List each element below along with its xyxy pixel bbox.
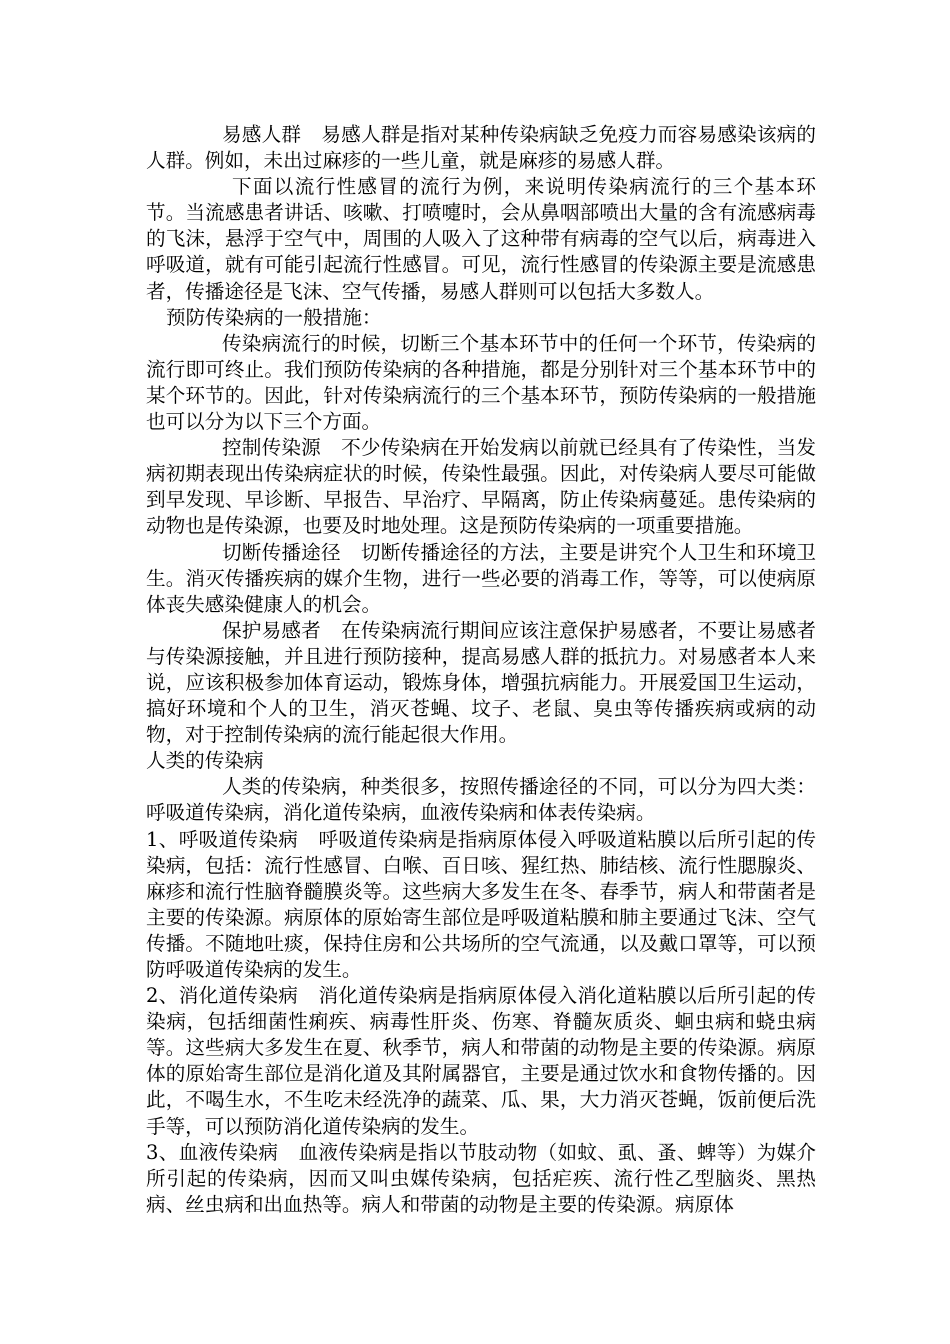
paragraph-text: 人类的传染病，种类很多，按照传播途径的不同，可以分为四大类：呼吸道传染病，消化道传染病，血液传染病和体表传染病。 [146,775,816,825]
paragraph-text: 易感人群是指对某种传染病缺乏免疫力而容易感染该病的人群。例如，未出过麻疹的一些儿童，就是麻疹的易感人群。 [146,123,817,173]
paragraph-text: 传染病流行的时候，切断三个基本环节中的任何一个环节，传染病的流行即可终止。我们预防传染病的各种措施，都是分别针对三个基本环节中的某个环节的。因此，针对传染病流行的三个基本环节，预防传染病的一般措施也可以分为以下三个方面。 [146,331,816,434]
paragraph-susceptible-population [146,122,816,174]
paragraph-text: 预防传染病的一般措施： [166,305,382,329]
paragraph-control-source [146,435,816,539]
paragraph-lead: 切断传播途径 [222,540,341,564]
paragraph-digestive-diseases [146,983,816,1140]
paragraph-lead: 1、呼吸道传染病 [146,827,299,851]
paragraph-blood-diseases [146,1140,816,1218]
paragraph-text: 在传染病流行期间应该注意保护易感者，不要让易感者与传染源接触，并且进行预防接种，提高易感人群的抵抗力。对易感者本人来说，应该积极参加体育运动，锻炼身体，增强抗病能力。开展爱国卫生运动，搞好环境和个人的卫生，消灭苍蝇、坟子、老鼠、臭虫等传播疾病或病的动物，对于控制传染病的流行能起很大作用。 [146,618,817,747]
paragraph-prevention-intro [146,331,816,435]
paragraph-lead: 2、消化道传染病 [146,984,299,1008]
paragraph-text: 呼吸道传染病是指病原体侵入呼吸道粘膜以后所引起的传染病，包括：流行性感冒、白喉、百日咳、猩红热、肺结核、流行性腮腺炎、麻疹和流行性脑脊髓膜炎等。这些病大多发生在冬、春季节，病人和带菌者是主要的传染源。病原体的原始寄生部位是呼吸道粘膜和肺主要通过飞沫、空气传播。不随地吐痰，保持住房和公共场所的空气流通，以及戴口罩等，可以预防呼吸道传染病的发生。 [146,827,817,981]
paragraph-text: 血液传染病是指以节肢动物（如蚊、虱、蚤、蜱等）为媒介所引起的传染病，因而又叫虫媒传染病，包括疟疾、流行性乙型脑炎、黑热病、丝虫病和出血热等。病人和带菌的动物是主要的传染源。病原体 [146,1140,816,1216]
paragraph-text: 不少传染病在开始发病以前就已经具有了传染性，当发病初期表现出传染病症状的时候，传染性最强。因此，对传染病人要尽可能做到早发现、早诊断、早报告、早治疗、早隔离，防止传染病蔓延。患传染病的动物也是传染源，也要及时地处理。这是预防传染病的一项重要措施。 [146,436,817,538]
paragraph-lead: 保护易感者 [222,618,321,642]
paragraph-text: 切断传播途径的方法，主要是讲究个人卫生和环境卫生。消灭传播疾病的媒介生物，进行一些必要的消毒工作，等等，可以使病原体丧失感染健康人的机会。 [146,540,817,616]
paragraph-protect-susceptible [146,618,816,748]
paragraph-text: 下面以流行性感冒的流行为例，来说明传染病流行的三个基本环节。当流感患者讲话、咳嗽、打喷嚏时，会从鼻咽部喷出大量的含有流感病毒的飞沫，悬浮于空气中，周围的人吸入了这种带有病毒的空气以后，病毒进入呼吸道，就有可能引起流行性感冒。可见，流行性感冒的传染源主要是流感患者，传播途径是飞沫、空气传播，易感人群则可以包括大多数人。 [146,175,816,303]
paragraph-influenza-example [146,174,816,304]
paragraph-disease-categories [146,774,816,826]
paragraph-cut-transmission [146,540,816,618]
paragraph-text: 消化道传染病是指病原体侵入消化道粘膜以后所引起的传染病，包括细菌性痢疾、病毒性肝炎、伤寒、脊髓灰质炎、蛔虫病和蛲虫病等。这些病大多发生在夏、秋季节，病人和带菌的动物是主要的传染源。病原体的原始寄生部位是消化道及其附属器官，主要是通过饮水和食物传播的。因此，不喝生水，不生吃未经洗净的蔬菜、瓜、果，大力消灭苍蝇，饭前便后洗手等，可以预防消化道传染病的发生。 [146,984,817,1138]
paragraph-respiratory-diseases [146,827,816,984]
section-heading-prevention [146,305,816,331]
paragraph-text: 人类的传染病 [146,749,264,773]
section-heading-human-diseases [146,748,816,774]
document-page [146,122,816,1218]
paragraph-lead: 控制传染源 [222,436,321,460]
paragraph-lead: 3、血液传染病 [146,1140,279,1164]
paragraph-lead: 易感人群 [222,123,302,146]
